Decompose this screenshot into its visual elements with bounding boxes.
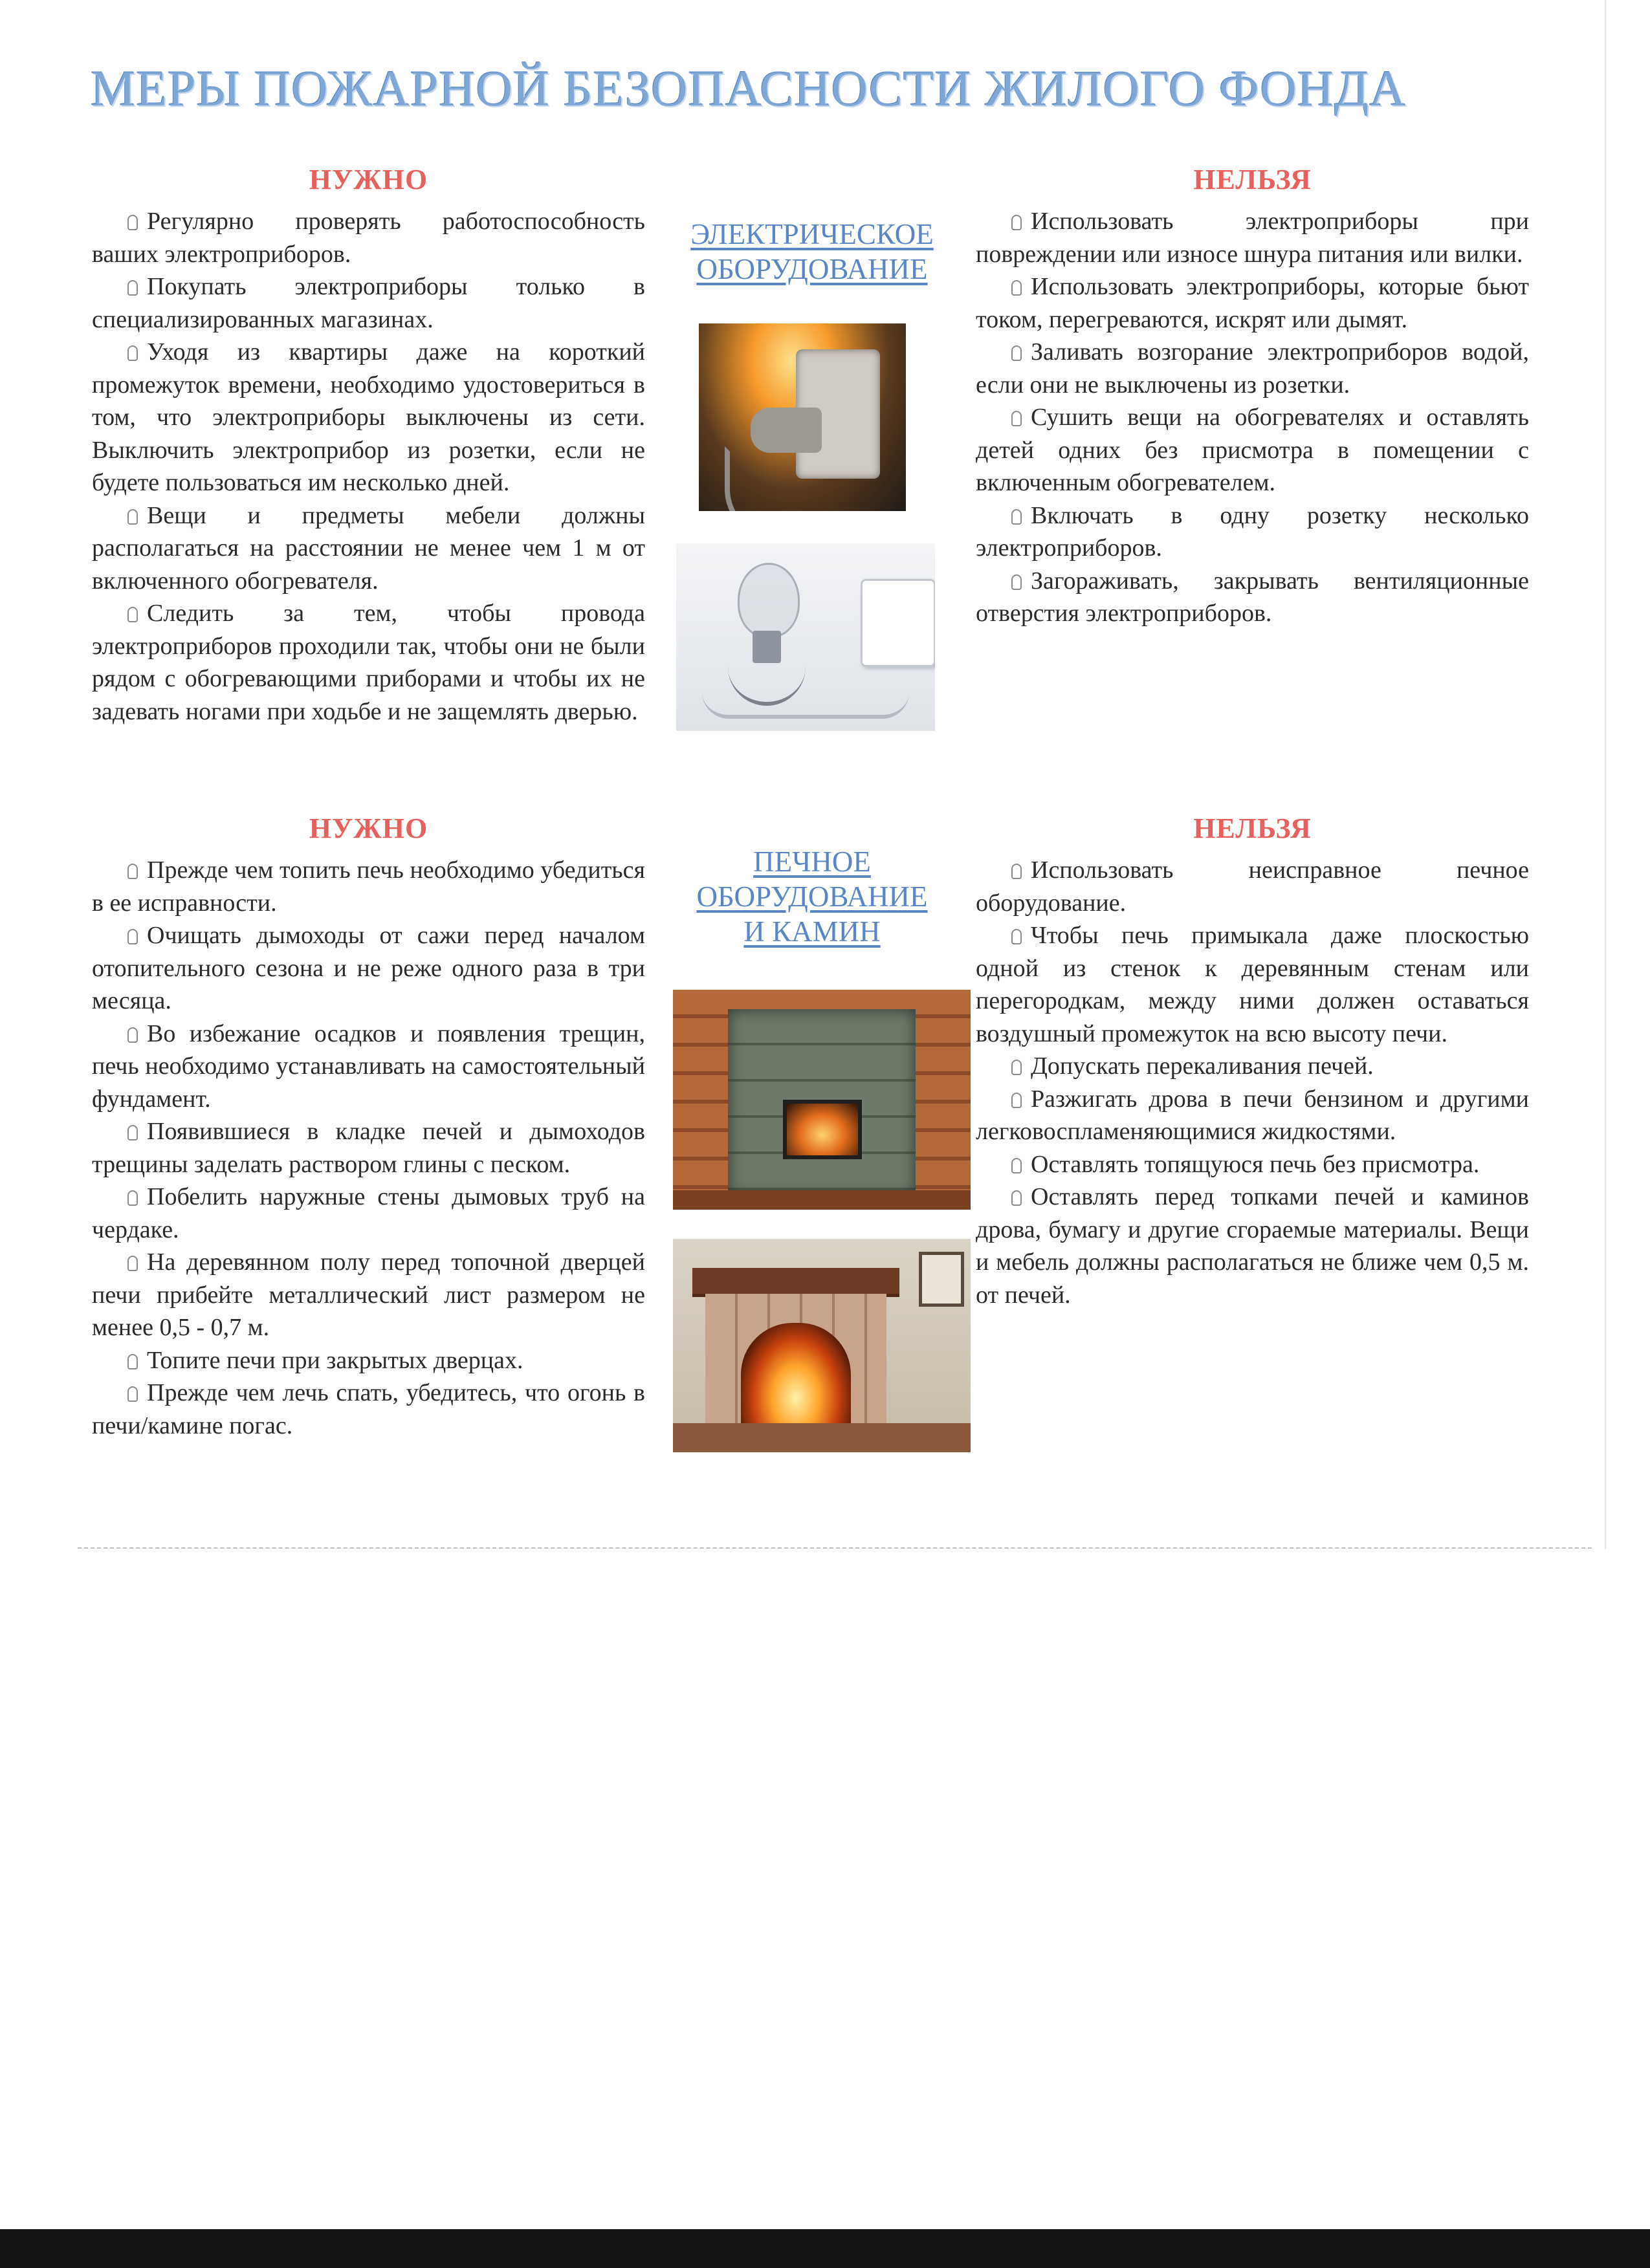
- list-item: [976, 401, 1529, 499]
- list-item: [92, 270, 645, 336]
- section-title-line: ПЕЧНОЕ: [753, 845, 871, 878]
- pointing-finger-icon: [127, 1125, 138, 1140]
- electrical-must-heading: НУЖНО: [309, 164, 428, 195]
- stove-must-not-heading: НЕЛЬЗЯ: [1193, 812, 1312, 844]
- list-item: [92, 1246, 645, 1344]
- stove-must-not-column: [976, 812, 1529, 1311]
- pointing-finger-icon: [1011, 574, 1022, 590]
- list-item-text: Использовать неисправное печное оборудование.: [976, 856, 1529, 917]
- pointing-finger-icon: [1011, 1158, 1022, 1173]
- fold-line: [78, 1547, 1592, 1549]
- list-item-text: Загораживать, закрывать вентиляционные отверстия электроприборов.: [976, 567, 1529, 627]
- list-item: [92, 1181, 645, 1246]
- list-item-text: На деревянном полу перед топочной дверцей печи прибейте металлический лист размером не менее 0,5 - 0,7 м.: [92, 1248, 645, 1341]
- pointing-finger-icon: [127, 1027, 138, 1043]
- list-item: [976, 336, 1529, 401]
- list-item-text: Сушить вещи на обогревателях и оставлять детей одних без присмотра в помещении с включенным обогревателем.: [976, 404, 1529, 496]
- pointing-finger-icon: [127, 864, 138, 879]
- pointing-finger-icon: [1011, 509, 1022, 525]
- pointing-finger-icon: [127, 929, 138, 944]
- fireplace-photo: [673, 1239, 971, 1452]
- pointing-finger-icon: [1011, 411, 1022, 426]
- list-item-text: Появившиеся в кладке печей и дымоходов трещины заделать раствором глины с песком.: [92, 1118, 645, 1178]
- list-item-text: Очищать дымоходы от сажи перед началом отопительного сезона и не реже одного раза в три месяца.: [92, 922, 645, 1014]
- pointing-finger-icon: [1011, 864, 1022, 879]
- pointing-finger-icon: [127, 1256, 138, 1271]
- electrical-must-not-list: [976, 205, 1529, 630]
- electrical-must-list: [92, 205, 645, 728]
- list-item-text: Допускать перекаливания печей.: [1031, 1052, 1374, 1080]
- list-item-text: Прежде чем топить печь необходимо убедиться в ее исправности.: [92, 856, 645, 917]
- list-item: [976, 205, 1529, 270]
- list-item: [976, 499, 1529, 565]
- list-item: [92, 597, 645, 728]
- list-item-text: Побелить наружные стены дымовых труб на чердаке.: [92, 1183, 645, 1243]
- section-title-line: ЭЛЕКТРИЧЕСКОЕ: [690, 218, 934, 250]
- pointing-finger-icon: [127, 1354, 138, 1369]
- list-item-text: Уходя из квартиры даже на короткий промежуток времени, необходимо удостовериться в том, что электроприборы выключены из сети. Выключить электроприбор из розетки, если не будете пользоваться им несколько дней.: [92, 338, 645, 496]
- tiled-stove-photo: [673, 990, 971, 1210]
- page-title: МЕРЫ ПОЖАРНОЙ БЕЗОПАСНОСТИ ЖИЛОГО ФОНДА: [91, 60, 1407, 116]
- list-item: [976, 1083, 1529, 1148]
- lamp-socket-photo: [676, 543, 935, 731]
- pointing-finger-icon: [1011, 215, 1022, 230]
- electrical-must-not-heading: НЕЛЬЗЯ: [1193, 164, 1312, 195]
- list-item-text: Включать в одну розетку несколько электроприборов.: [976, 501, 1529, 562]
- pointing-finger-icon: [127, 280, 138, 296]
- stove-must-column: [92, 812, 645, 1442]
- pointing-finger-icon: [1011, 1093, 1022, 1108]
- pointing-finger-icon: [127, 607, 138, 622]
- pointing-finger-icon: [127, 1190, 138, 1206]
- list-item-text: Оставлять перед топками печей и каминов дрова, бумагу и другие сгораемые материалы. Вещи и мебель должны располагаться не ближе чем 0,5 м. от печей.: [976, 1183, 1529, 1309]
- stove-must-list: [92, 854, 645, 1442]
- pointing-finger-icon: [1011, 345, 1022, 361]
- list-item-text: Топите печи при закрытых дверцах.: [147, 1346, 523, 1374]
- list-item-text: Использовать электроприборы при повреждении или износе шнура питания или вилки.: [976, 208, 1529, 268]
- list-item: [92, 1115, 645, 1181]
- pointing-finger-icon: [127, 345, 138, 361]
- list-item: [92, 1377, 645, 1442]
- list-item: [976, 1148, 1529, 1181]
- list-item: [976, 1181, 1529, 1311]
- pointing-finger-icon: [1011, 1060, 1022, 1075]
- list-item-text: Регулярно проверять работоспособность ваших электроприборов.: [92, 208, 645, 268]
- stove-must-heading: НУЖНО: [309, 812, 428, 844]
- list-item-text: Прежде чем лечь спать, убедитесь, что огонь в печи/камине погас.: [92, 1379, 645, 1439]
- stove-must-not-list: [976, 854, 1529, 1311]
- electrical-must-not-column: [976, 163, 1529, 630]
- list-item-text: Использовать электроприборы, которые бьют током, перегреваются, искрят или дымят.: [976, 273, 1529, 333]
- list-item: [976, 1050, 1529, 1083]
- list-item: [92, 919, 645, 1018]
- list-item: [976, 919, 1529, 1050]
- list-item: [976, 565, 1529, 630]
- list-item: [976, 854, 1529, 919]
- scanner-edge: [0, 2229, 1650, 2268]
- list-item-text: Чтобы печь примыкала даже плоскостью одной из стенок к деревянным стенам или перегородкам, между ними должен оставаться воздушный промежуток на всю высоту печи.: [976, 922, 1529, 1047]
- list-item-text: Вещи и предметы мебели должны располагаться на расстоянии не менее чем 1 м от включенного обогревателя.: [92, 501, 645, 594]
- pointing-finger-icon: [1011, 929, 1022, 944]
- section-title-line: ОБОРУДОВАНИЕ: [696, 880, 928, 913]
- pointing-finger-icon: [1011, 280, 1022, 296]
- list-item: [92, 336, 645, 499]
- electrical-must-column: [92, 163, 645, 728]
- list-item: [92, 854, 645, 919]
- list-item: [92, 205, 645, 270]
- section-title-line: ОБОРУДОВАНИЕ: [696, 253, 928, 285]
- list-item: [92, 1018, 645, 1116]
- pointing-finger-icon: [127, 509, 138, 525]
- list-item-text: Заливать возгорание электроприборов водой, если они не выключены из розетки.: [976, 338, 1529, 398]
- list-item-text: Во избежание осадков и появления трещин, печь необходимо устанавливать на самостоятельный фундамент.: [92, 1020, 645, 1113]
- pointing-finger-icon: [1011, 1190, 1022, 1206]
- list-item: [976, 270, 1529, 336]
- list-item: [92, 1344, 645, 1377]
- pointing-finger-icon: [127, 215, 138, 230]
- pointing-finger-icon: [127, 1386, 138, 1402]
- stove-section-title: [666, 844, 958, 949]
- list-item-text: Покупать электроприборы только в специализированных магазинах.: [92, 273, 645, 333]
- list-item-text: Оставлять топящуюся печь без присмотра.: [1031, 1150, 1480, 1178]
- list-item-text: Разжигать дрова в печи бензином и другими легковоспламеняющимися жидкостями.: [976, 1085, 1529, 1145]
- list-item-text: Следить за тем, чтобы провода электроприборов проходили так, чтобы они не были рядом с обогревающими приборами и чтобы их не задевать ногами при ходьбе и не защемлять дверью.: [92, 600, 645, 725]
- section-title-line: И КАМИН: [743, 915, 881, 948]
- sparking-socket-photo: [699, 323, 906, 511]
- list-item: [92, 499, 645, 598]
- electrical-section-title: [666, 217, 958, 287]
